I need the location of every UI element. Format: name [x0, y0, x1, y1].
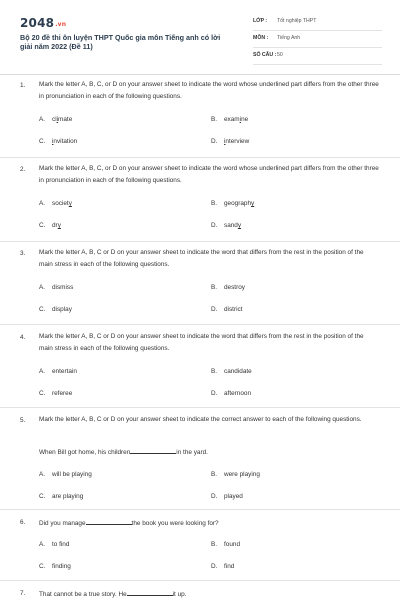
meta-row-subject: [253, 31, 382, 48]
meta-key-class: LỚP :: [253, 18, 268, 24]
question-number: 6.: [20, 519, 26, 526]
question-text: Mark the letter A, B, C or D on your answer sheet to indicate the correct answer to each of the following questions.: [39, 416, 362, 423]
question-4: [20, 334, 382, 408]
option-b[interactable]: B. examine: [211, 116, 249, 123]
document-header: [20, 14, 382, 66]
meta-value-count: 50: [277, 52, 283, 58]
question-text: Mark the letter A, B, C or D on your answer sheet to indicate the word that differs from the rest in the position of the main stress in each of the following questions.: [39, 249, 364, 268]
option-c[interactable]: C. display: [39, 306, 72, 313]
question-sentence: Did you manage the book you were looking for?: [39, 520, 219, 527]
question-7: [20, 590, 382, 600]
question-sentence: That cannot be a true story. He it up.: [39, 591, 187, 598]
meta-key-count: SỐ CÂU :: [253, 52, 277, 58]
logo-main: 2048: [20, 16, 55, 30]
question-number: 5.: [20, 417, 26, 424]
option-a[interactable]: A. society: [39, 200, 72, 207]
question-number: 1.: [20, 82, 26, 89]
option-c[interactable]: C. invitation: [39, 138, 78, 145]
answer-blank[interactable]: [127, 590, 173, 596]
question-number: 3.: [20, 250, 26, 257]
question-text: Mark the letter A, B, C, or D on your answer sheet to indicate the word whose underlined part differs from the other three in pronunciation in each of the following questions.: [39, 165, 379, 184]
option-a[interactable]: A. dismiss: [39, 284, 74, 291]
option-b[interactable]: B. destroy: [211, 284, 245, 291]
option-a[interactable]: A. entertain: [39, 368, 77, 375]
question-divider: [0, 324, 400, 325]
option-d[interactable]: D. find: [211, 563, 235, 570]
option-d[interactable]: D. afternoon: [211, 390, 252, 397]
answer-blank[interactable]: [130, 448, 176, 454]
meta-value-subject: Tiếng Anh: [277, 35, 301, 41]
option-c[interactable]: C. are playing: [39, 493, 84, 500]
meta-row-class: [253, 14, 382, 31]
option-d[interactable]: D. district: [211, 306, 243, 313]
option-d[interactable]: D. interview: [211, 138, 250, 145]
option-a[interactable]: A. to find: [39, 541, 70, 548]
option-a[interactable]: A. will be playing: [39, 471, 92, 478]
option-d[interactable]: D. sandy: [211, 222, 242, 229]
question-divider: [0, 580, 400, 581]
option-c[interactable]: C. dry: [39, 222, 61, 229]
answer-blank[interactable]: [86, 519, 132, 525]
logo-suffix: .vn: [55, 21, 67, 28]
meta-table: [253, 14, 382, 65]
document-title: Bộ 20 đề thi ôn luyện THPT Quốc gia môn Tiếng anh có lời giải năm 2022 (Đề 11): [20, 33, 221, 51]
option-a[interactable]: A. climate: [39, 116, 73, 123]
question-5: [20, 417, 382, 509]
question-number: 4.: [20, 334, 26, 341]
question-divider: [0, 241, 400, 242]
question-text: Mark the letter A, B, C or D on your answer sheet to indicate the word that differs from the rest in the position of the main stress in each of the following questions.: [39, 333, 364, 352]
option-c[interactable]: C. referee: [39, 390, 73, 397]
question-1: [20, 82, 382, 160]
option-b[interactable]: B. found: [211, 541, 240, 548]
question-divider: [0, 407, 400, 408]
option-b[interactable]: B. geography: [211, 200, 255, 207]
option-b[interactable]: B. were playing: [211, 471, 260, 478]
question-2: [20, 166, 382, 244]
question-number: 7.: [20, 590, 26, 597]
option-b[interactable]: B. candidate: [211, 368, 252, 375]
question-sentence: When Bill got home, his children in the yard.: [39, 449, 208, 456]
site-logo[interactable]: [20, 16, 66, 30]
meta-row-count: [253, 48, 382, 65]
question-6: [20, 519, 382, 575]
option-d[interactable]: D. played: [211, 493, 243, 500]
meta-key-subject: MÔN :: [253, 35, 269, 41]
question-divider: [0, 509, 400, 510]
question-number: 2.: [20, 166, 26, 173]
header-divider: [0, 74, 400, 75]
question-3: [20, 250, 382, 324]
question-divider: [0, 157, 400, 158]
option-c[interactable]: C. finding: [39, 563, 71, 570]
meta-value-class: Tốt nghiệp THPT: [277, 18, 317, 24]
question-text: Mark the letter A, B, C, or D on your answer sheet to indicate the word whose underlined part differs from the other three in pronunciation in each of the following questions.: [39, 81, 379, 100]
